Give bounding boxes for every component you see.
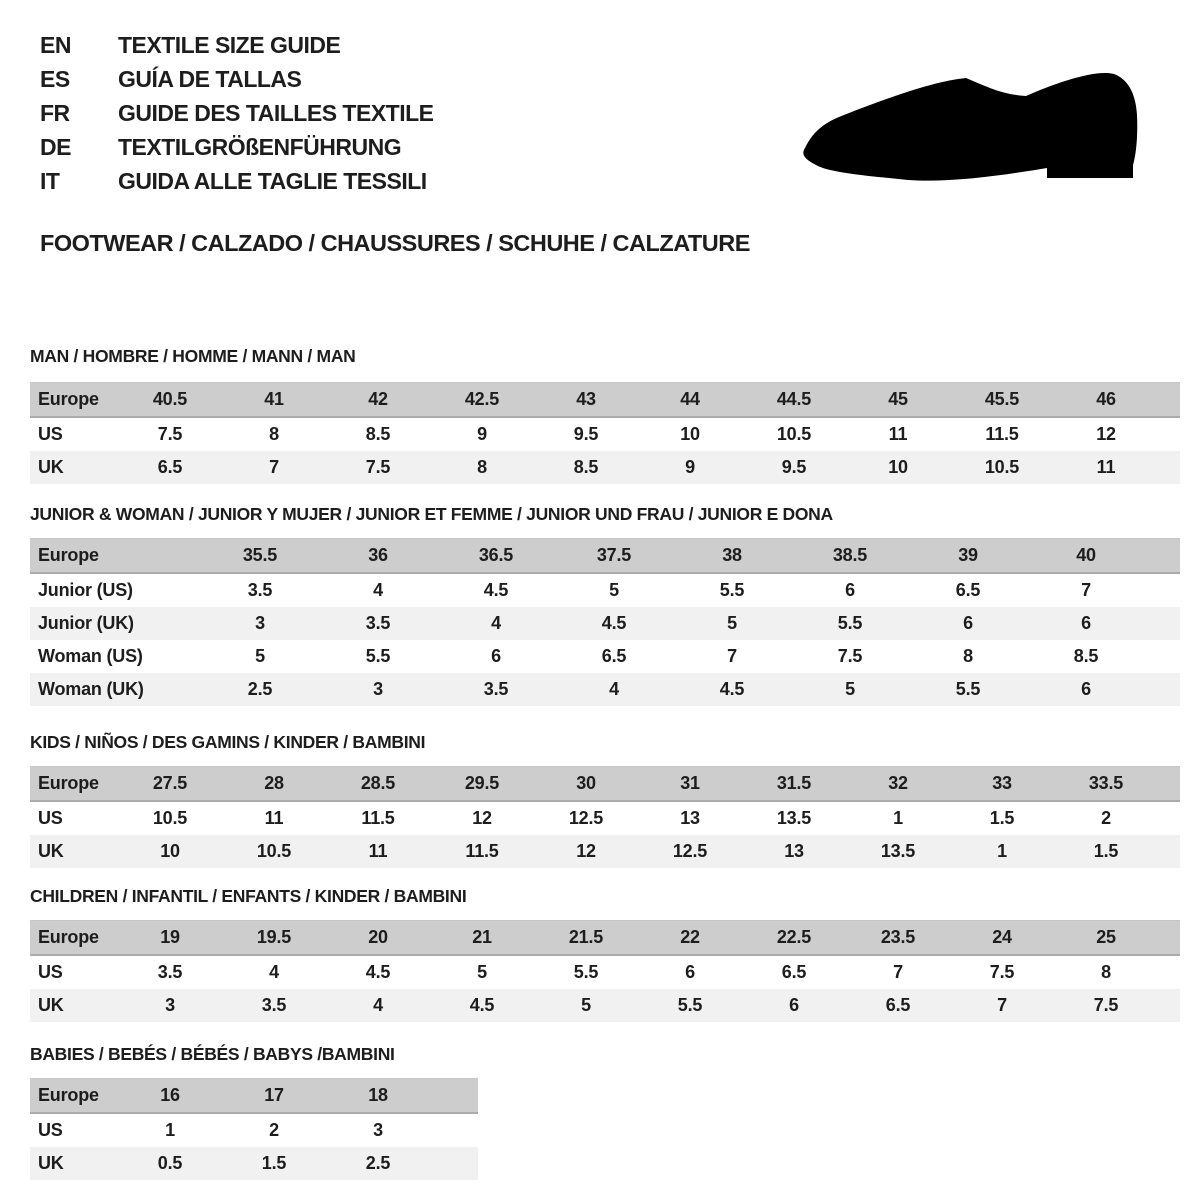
size-cell: 21 (472, 927, 492, 947)
size-cell: 31.5 (776, 773, 812, 793)
section-title-babies: BABIES / BEBÉS / BÉBÉS / BABYS /BAMBINI (30, 1044, 395, 1064)
size-cell: 6 (1081, 613, 1091, 633)
size-cell: 3 (165, 995, 175, 1015)
table-row (30, 989, 1180, 1022)
table-header-row (30, 767, 1180, 802)
size-cell: 3 (373, 679, 383, 699)
size-cell: 5 (477, 962, 487, 982)
size-cell: 11 (368, 841, 388, 861)
row-label: Woman (UK) (38, 679, 144, 699)
size-cell: 4.5 (469, 995, 495, 1015)
size-cell: 12 (1096, 424, 1116, 444)
size-cell: 17 (264, 1085, 284, 1105)
size-table-children (30, 920, 1180, 1022)
size-cell: 6.5 (955, 580, 981, 600)
size-cell: 4 (373, 580, 383, 600)
size-cell: 8.5 (1073, 646, 1099, 666)
size-cell: 22 (680, 927, 700, 947)
filler-cell (1158, 767, 1180, 802)
row-label: Europe (38, 773, 99, 793)
row-label: UK (38, 457, 64, 477)
table-header-row (30, 539, 1180, 574)
size-cell: 7 (997, 995, 1007, 1015)
size-cell: 24 (992, 927, 1012, 947)
row-label: US (38, 962, 63, 982)
filler-cell (1145, 573, 1180, 607)
section-junior (30, 504, 1200, 706)
size-cell: 10 (160, 841, 180, 861)
size-cell: 4 (609, 679, 619, 699)
size-cell: 4.5 (365, 962, 391, 982)
shoe-icon (800, 55, 1145, 205)
size-cell: 29.5 (464, 773, 500, 793)
size-cell: 10 (888, 457, 908, 477)
size-cell: 7.5 (157, 424, 183, 444)
size-cell: 5.5 (837, 613, 863, 633)
section-children (30, 886, 1200, 1022)
size-cell: 1.5 (989, 808, 1015, 828)
size-cell: 13 (784, 841, 804, 861)
size-cell: 28.5 (360, 773, 396, 793)
row-label: Europe (38, 927, 99, 947)
section-title-junior: JUNIOR & WOMAN / JUNIOR Y MUJER / JUNIOR ET FEMME / JUNIOR UND FRAU / JUNIOR E DONA (30, 504, 833, 524)
size-cell: 9.5 (573, 424, 599, 444)
size-cell: 7 (727, 646, 737, 666)
size-cell: 20 (368, 927, 388, 947)
filler-cell (430, 1079, 478, 1114)
size-cell: 38.5 (832, 545, 868, 565)
size-cell: 13.5 (776, 808, 812, 828)
size-cell: 11 (888, 424, 908, 444)
table-row (30, 955, 1180, 989)
size-cell: 16 (160, 1085, 180, 1105)
size-cell: 6 (1081, 679, 1091, 699)
size-cell: 38 (722, 545, 742, 565)
size-cell: 28 (264, 773, 284, 793)
table-row (30, 573, 1180, 607)
filler-cell (1158, 835, 1180, 868)
filler-cell (1158, 383, 1180, 418)
size-cell: 4 (491, 613, 501, 633)
size-cell: 19.5 (256, 927, 292, 947)
size-tables (30, 346, 1200, 1180)
section-title-man: MAN / HOMBRE / HOMME / MANN / MAN (30, 346, 356, 366)
filler-cell (430, 1113, 478, 1147)
size-cell: 4 (269, 962, 279, 982)
filler-cell (1158, 955, 1180, 989)
language-code: DE (40, 133, 71, 160)
table-header-row (30, 383, 1180, 418)
size-cell: 2.5 (365, 1153, 391, 1173)
size-cell: 5 (581, 995, 591, 1015)
size-cell: 6 (789, 995, 799, 1015)
table-row (30, 801, 1180, 835)
size-cell: 7 (1081, 580, 1091, 600)
size-cell: 4.5 (601, 613, 627, 633)
size-cell: 42 (368, 389, 388, 409)
table-row (30, 417, 1180, 451)
table-header-row (30, 1079, 478, 1114)
row-label: US (38, 1120, 63, 1140)
size-cell: 3.5 (261, 995, 287, 1015)
size-cell: 43 (576, 389, 596, 409)
size-cell: 39 (958, 545, 978, 565)
table-row (30, 607, 1180, 640)
size-cell: 5.5 (719, 580, 745, 600)
size-table-babies (30, 1078, 478, 1180)
size-cell: 35.5 (242, 545, 278, 565)
size-cell: 7.5 (989, 962, 1015, 982)
size-cell: 44 (680, 389, 700, 409)
table-row (30, 451, 1180, 484)
size-cell: 45 (888, 389, 908, 409)
row-label: Europe (38, 545, 99, 565)
size-cell: 19 (160, 927, 180, 947)
filler-cell (1145, 640, 1180, 673)
size-cell: 21.5 (568, 927, 604, 947)
section-babies (30, 1044, 1200, 1180)
language-code: EN (40, 31, 71, 58)
language-label: TEXTILGRÖßENFÜHRUNG (118, 133, 402, 160)
size-cell: 10.5 (984, 457, 1020, 477)
size-cell: 6.5 (157, 457, 183, 477)
size-cell: 6 (685, 962, 695, 982)
size-cell: 5.5 (955, 679, 981, 699)
size-cell: 1 (165, 1120, 175, 1140)
row-label: US (38, 424, 63, 444)
size-cell: 7.5 (837, 646, 863, 666)
filler-cell (1158, 989, 1180, 1022)
size-cell: 3.5 (365, 613, 391, 633)
row-label: Europe (38, 1085, 99, 1105)
size-cell: 7 (269, 457, 279, 477)
size-cell: 33 (992, 773, 1012, 793)
section-kids (30, 732, 1200, 868)
language-label: GUÍA DE TALLAS (118, 65, 302, 92)
section-title-kids: KIDS / NIÑOS / DES GAMINS / KINDER / BAMBINI (30, 732, 426, 752)
table-header-row (30, 921, 1180, 956)
size-cell: 6.5 (601, 646, 627, 666)
size-table-kids (30, 766, 1180, 868)
size-cell: 23.5 (880, 927, 916, 947)
language-label: TEXTILE SIZE GUIDE (118, 31, 341, 58)
size-cell: 40 (1076, 545, 1096, 565)
size-cell: 25 (1096, 927, 1116, 947)
size-cell: 32 (888, 773, 908, 793)
filler-cell (1145, 607, 1180, 640)
size-cell: 8 (269, 424, 279, 444)
filler-cell (1145, 539, 1180, 574)
size-cell: 8 (963, 646, 973, 666)
table-row (30, 1113, 478, 1147)
size-cell: 5.5 (677, 995, 703, 1015)
row-label: Woman (US) (38, 646, 143, 666)
size-cell: 10 (680, 424, 700, 444)
size-cell: 5.5 (573, 962, 599, 982)
size-cell: 3 (255, 613, 265, 633)
table-row (30, 835, 1180, 868)
size-cell: 3.5 (483, 679, 509, 699)
size-cell: 31 (680, 773, 700, 793)
size-cell: 5 (845, 679, 855, 699)
size-table-man (30, 382, 1180, 484)
filler-cell (1158, 417, 1180, 451)
size-cell: 2 (1101, 808, 1111, 828)
size-cell: 5 (255, 646, 265, 666)
size-cell: 13 (680, 808, 700, 828)
table-row (30, 673, 1180, 706)
section-man (30, 346, 1200, 484)
size-cell: 12.5 (568, 808, 604, 828)
table-row (30, 1147, 478, 1180)
size-cell: 12 (576, 841, 596, 861)
size-cell: 3.5 (157, 962, 183, 982)
filler-cell (1145, 673, 1180, 706)
size-cell: 1.5 (1093, 841, 1119, 861)
size-cell: 8 (477, 457, 487, 477)
size-cell: 40.5 (152, 389, 188, 409)
row-label: UK (38, 995, 64, 1015)
size-cell: 5.5 (365, 646, 391, 666)
size-cell: 4.5 (483, 580, 509, 600)
size-cell: 1 (893, 808, 903, 828)
size-cell: 3 (373, 1120, 383, 1140)
size-cell: 42.5 (464, 389, 500, 409)
language-label: GUIDE DES TAILLES TEXTILE (118, 99, 434, 126)
row-label: Europe (38, 389, 99, 409)
size-cell: 2 (269, 1120, 279, 1140)
size-cell: 10.5 (152, 808, 188, 828)
size-cell: 30 (576, 773, 596, 793)
size-cell: 5 (727, 613, 737, 633)
size-cell: 7 (893, 962, 903, 982)
language-code: FR (40, 99, 70, 126)
size-cell: 13.5 (880, 841, 916, 861)
size-cell: 6 (491, 646, 501, 666)
size-cell: 11.5 (465, 841, 499, 861)
size-cell: 9.5 (781, 457, 807, 477)
size-cell: 6.5 (781, 962, 807, 982)
size-cell: 5 (609, 580, 619, 600)
size-cell: 12 (472, 808, 492, 828)
table-row (30, 640, 1180, 673)
language-label: GUIDA ALLE TAGLIE TESSILI (118, 167, 427, 194)
row-label: UK (38, 1153, 64, 1173)
size-cell: 3.5 (247, 580, 273, 600)
size-cell: 8.5 (365, 424, 391, 444)
row-label: US (38, 808, 63, 828)
size-cell: 27.5 (152, 773, 188, 793)
size-cell: 33.5 (1088, 773, 1124, 793)
category-heading: FOOTWEAR / CALZADO / CHAUSSURES / SCHUHE / CALZATURE (40, 230, 750, 256)
size-cell: 1.5 (261, 1153, 287, 1173)
size-cell: 11 (264, 808, 284, 828)
size-cell: 10.5 (256, 841, 292, 861)
size-cell: 41 (264, 389, 284, 409)
section-title-children: CHILDREN / INFANTIL / ENFANTS / KINDER / BAMBINI (30, 886, 467, 906)
size-cell: 8 (1101, 962, 1111, 982)
size-cell: 44.5 (776, 389, 812, 409)
size-cell: 7.5 (365, 457, 391, 477)
size-cell: 9 (685, 457, 695, 477)
size-cell: 11.5 (361, 808, 395, 828)
size-cell: 18 (368, 1085, 388, 1105)
size-cell: 36.5 (478, 545, 514, 565)
size-cell: 1 (997, 841, 1007, 861)
size-cell: 4 (373, 995, 383, 1015)
filler-cell (1158, 451, 1180, 484)
size-cell: 46 (1096, 389, 1116, 409)
size-cell: 8.5 (573, 457, 599, 477)
size-cell: 11 (1096, 457, 1116, 477)
size-cell: 2.5 (247, 679, 273, 699)
row-label: Junior (UK) (38, 613, 134, 633)
size-cell: 37.5 (596, 545, 632, 565)
language-code: IT (40, 167, 60, 194)
filler-cell (1158, 921, 1180, 956)
size-cell: 36 (368, 545, 388, 565)
size-cell: 22.5 (776, 927, 812, 947)
row-label: Junior (US) (38, 580, 133, 600)
size-cell: 11.5 (985, 424, 1019, 444)
size-cell: 12.5 (672, 841, 708, 861)
filler-cell (430, 1147, 478, 1180)
language-code: ES (40, 65, 70, 92)
size-table-junior (30, 538, 1180, 706)
row-label: UK (38, 841, 64, 861)
size-cell: 4.5 (719, 679, 745, 699)
size-cell: 6.5 (885, 995, 911, 1015)
size-cell: 6 (845, 580, 855, 600)
size-cell: 9 (477, 424, 487, 444)
size-cell: 45.5 (984, 389, 1020, 409)
size-cell: 0.5 (157, 1153, 183, 1173)
filler-cell (1158, 801, 1180, 835)
size-cell: 6 (963, 613, 973, 633)
size-cell: 7.5 (1093, 995, 1119, 1015)
size-cell: 10.5 (776, 424, 812, 444)
